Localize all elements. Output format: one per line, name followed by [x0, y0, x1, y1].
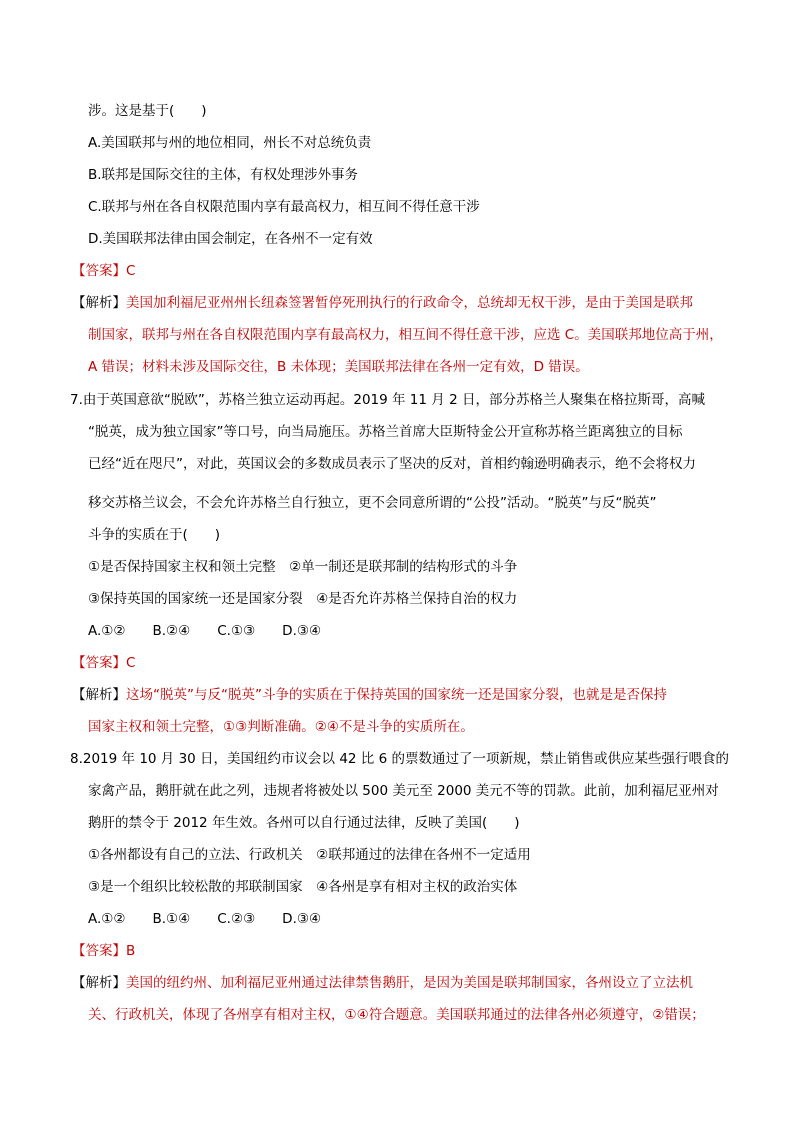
analysis-label: 【解析】 [72, 687, 126, 703]
analysis-text: 美国的纽约州、加利福尼亚州通过法律禁售鹅肝，是因为美国是联邦制国家，各州设立了立法机 [126, 975, 693, 991]
q7-stem-line-3: 已经“近在咫尺”，对此，英国议会的多数成员表示了坚决的反对，首相约翰逊明确表示，绝不会将权力 [88, 456, 696, 472]
q8-analysis-line-1 [72, 973, 693, 993]
answer-value: B [126, 943, 136, 959]
q6-option-a: A.美国联邦与州的地位相同，州长不对总统负责 [88, 135, 372, 151]
q6-answer [72, 261, 135, 281]
q7-stem-line-1: 7.由于英国意欲“脱欧”，苏格兰独立运动再起。2019 年 11 月 2 日，部分苏格兰人聚集在格拉斯哥，高喊 [70, 392, 705, 408]
q8-stem-line-3: 鹅肝的禁令于 2012 年生效。各州可以自行通过法律，反映了美国( ) [88, 815, 520, 831]
analysis-text: 美国加利福尼亚州州长纽森签署暂停死刑执行的行政命令，总统却无权干涉，是由于美国是联邦 [126, 295, 693, 311]
q6-option-b: B.联邦是国际交往的主体，有权处理涉外事务 [88, 167, 359, 183]
analysis-label: 【解析】 [72, 295, 126, 311]
q6-analysis-line-1 [72, 293, 693, 313]
q7-answer [72, 653, 135, 673]
q6-option-d: D.美国联邦法律由国会制定，在各州不一定有效 [88, 231, 373, 247]
answer-label: 【答案】 [72, 943, 126, 959]
answer-value: C [126, 263, 136, 279]
analysis-label: 【解析】 [72, 975, 126, 991]
q7-choices-line-2: ③保持英国的国家统一还是国家分裂 ④是否允许苏格兰保持自治的权力 [88, 591, 518, 607]
q8-choices-line-1: ①各州都设有自己的立法、行政机关 ②联邦通过的法律在各州不一定适用 [88, 847, 531, 863]
q7-analysis-line-2: 国家主权和领土完整，①③判断准确。②④不是斗争的实质所在。 [88, 719, 474, 735]
answer-label: 【答案】 [72, 263, 126, 279]
q8-analysis-line-2: 关、行政机关，体现了各州享有相对主权，①④符合题意。美国联邦通过的法律各州必须遵守，②错误； [88, 1007, 705, 1023]
q7-options: A.①② B.②④ C.①③ D.③④ [88, 623, 322, 639]
q8-choices-line-2: ③是一个组织比较松散的邦联制国家 ④各州是享有相对主权的政治实体 [88, 879, 518, 895]
q7-stem-line-2: “脱英，成为独立国家”等口号，向当局施压。苏格兰首席大臣斯特金公开宣称苏格兰距离独立的目标 [88, 424, 683, 440]
q8-stem-line-2: 家禽产品，鹅肝就在此之列，违规者将被处以 500 美元至 2000 美元不等的罚款。此前，加利福尼亚州对 [88, 783, 719, 799]
q8-options: A.①② B.①④ C.②③ D.③④ [88, 911, 322, 927]
q7-choices-line-1: ①是否保持国家主权和领土完整 ②单一制还是联邦制的结构形式的斗争 [88, 559, 518, 575]
q8-stem-line-1: 8.2019 年 10 月 30 日，美国纽约市议会以 42 比 6 的票数通过了一项新规，禁止销售或供应某些强行喂食的 [70, 751, 729, 767]
q6-analysis-line-3: A 错误；材料未涉及国际交往，B 未体现；美国联邦法律在各州一定有效，D 错误。 [88, 359, 589, 375]
q6-option-c: C.联邦与州在各自权限范围内享有最高权力，相互间不得任意干涉 [88, 199, 480, 215]
q7-stem-line-4: 移交苏格兰议会，不会允许苏格兰自行独立，更不会同意所谓的“公投”活动。“脱英”与反“脱英” [88, 495, 657, 511]
q8-answer [72, 941, 135, 961]
q6-stem-tail: 涉。这是基于( ) [88, 103, 207, 119]
q7-analysis-line-1 [72, 685, 667, 705]
q6-analysis-line-2: 制国家，联邦与州在各自权限范围内享有最高权力，相互间不得任意干涉，应选 C。美国联邦地位高于州， [88, 327, 723, 343]
answer-label: 【答案】 [72, 655, 126, 671]
answer-value: C [126, 655, 136, 671]
q7-stem-line-5: 斗争的实质在于( ) [88, 527, 221, 543]
analysis-text: 这场“脱英”与反“脱英”斗争的实质在于保持英国的国家统一还是国家分裂，也就是是否保持 [126, 687, 667, 703]
